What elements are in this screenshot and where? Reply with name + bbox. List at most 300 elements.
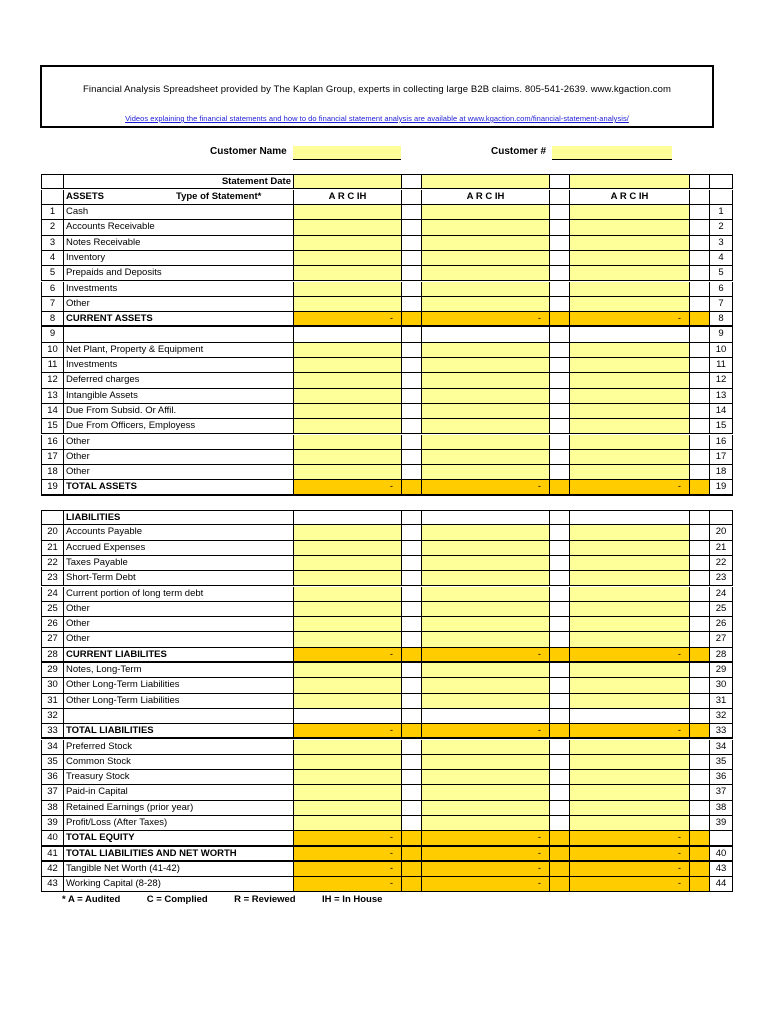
row-ref-number: 30 <box>710 678 733 693</box>
total-value-cell: - <box>294 831 402 846</box>
row-label: Due From Subsid. Or Affil. <box>64 404 294 419</box>
value-input-cell[interactable] <box>422 541 550 556</box>
row-ref-number: 10 <box>710 343 733 358</box>
table-row <box>41 862 727 877</box>
value-input-cell[interactable] <box>570 617 690 632</box>
spacer-cell <box>690 358 710 373</box>
row-number: 22 <box>41 556 64 571</box>
spacer-cell <box>550 480 570 495</box>
spacer-cell <box>690 480 710 495</box>
value-input-cell[interactable] <box>422 343 550 358</box>
value-input-cell[interactable] <box>294 663 402 678</box>
table-row <box>41 297 724 312</box>
spacer-cell <box>402 556 422 571</box>
total-value-cell: - <box>294 847 402 862</box>
value-input-cell[interactable] <box>570 556 690 571</box>
value-input-cell[interactable] <box>294 419 402 434</box>
header-title: Financial Analysis Spreadsheet provided by The Kaplan Group, experts in collecting large B2B claims. 805-541-2639. www.kgaction.com <box>83 84 671 95</box>
blank-cell <box>570 327 690 342</box>
row-label: CURRENT ASSETS <box>64 312 294 327</box>
row-number: 12 <box>41 373 64 388</box>
row-ref-number: 11 <box>710 358 733 373</box>
spacer-cell <box>690 755 710 770</box>
value-input-cell[interactable] <box>570 602 690 617</box>
row-label: TOTAL LIABILITIES AND NET WORTH <box>64 847 294 862</box>
row-number: 30 <box>41 678 64 693</box>
row-ref-number: 19 <box>710 480 733 495</box>
statement-date-label: Statement Date <box>64 174 294 189</box>
value-input-cell[interactable] <box>422 205 550 220</box>
spacer-cell <box>690 525 710 540</box>
row-ref-number: 12 <box>710 373 733 388</box>
row-label: Retained Earnings (prior year) <box>64 801 294 816</box>
value-input-cell[interactable] <box>294 571 402 586</box>
spacer-cell <box>402 602 422 617</box>
total-value-cell: - <box>422 724 550 739</box>
row-number: 38 <box>41 801 64 816</box>
spacer-cell <box>690 740 710 755</box>
spacer-cell <box>550 251 570 266</box>
value-input-cell[interactable] <box>570 587 690 602</box>
table-row <box>41 450 727 465</box>
spacer-cell <box>690 877 710 892</box>
value-input-cell[interactable] <box>294 343 402 358</box>
value-input-cell[interactable] <box>294 525 402 540</box>
row-label: Short-Term Debt <box>64 571 294 586</box>
value-input-cell[interactable] <box>294 556 402 571</box>
spacer-cell <box>690 404 710 419</box>
blank-cell <box>294 510 402 525</box>
spacer-cell <box>402 663 422 678</box>
value-input-cell[interactable] <box>294 465 402 480</box>
spacer-cell <box>550 602 570 617</box>
total-value-cell: - <box>294 648 402 663</box>
spacer-cell <box>402 847 422 862</box>
row-ref-number: 27 <box>710 632 733 647</box>
table-row <box>41 694 727 709</box>
row-number: 33 <box>41 724 64 739</box>
spacer-cell <box>550 709 570 724</box>
value-input-cell[interactable] <box>570 220 690 235</box>
spacer-cell <box>402 297 422 312</box>
row-number: 10 <box>41 343 64 358</box>
spacer-cell <box>690 831 710 846</box>
value-input-cell[interactable] <box>570 816 690 831</box>
row-label: Working Capital (8-28) <box>64 877 294 892</box>
value-input-cell[interactable] <box>422 358 550 373</box>
value-input-cell[interactable] <box>422 389 550 404</box>
customer-name-field[interactable] <box>293 146 401 160</box>
statement-date-input-3[interactable] <box>570 174 690 189</box>
value-input-cell[interactable] <box>570 297 690 312</box>
value-input-cell[interactable] <box>570 205 690 220</box>
spacer-cell <box>550 877 570 892</box>
value-input-cell[interactable] <box>294 755 402 770</box>
spacer-cell <box>550 801 570 816</box>
spacer-cell <box>550 862 570 877</box>
value-input-cell[interactable] <box>570 465 690 480</box>
row-label: Other <box>64 465 294 480</box>
value-input-cell[interactable] <box>422 632 550 647</box>
value-input-cell[interactable] <box>570 389 690 404</box>
value-input-cell[interactable] <box>294 205 402 220</box>
row-number: 21 <box>41 541 64 556</box>
spacer-cell <box>402 435 422 450</box>
value-input-cell[interactable] <box>570 801 690 816</box>
value-input-cell[interactable] <box>570 419 690 434</box>
value-input-cell[interactable] <box>570 266 690 281</box>
video-link[interactable]: Videos explaining the financial statements and how to do financial statement analysis are available at www.kgaction.com/financial-statement-analysis/ <box>125 114 629 123</box>
value-input-cell[interactable] <box>294 282 402 297</box>
row-label: Other <box>64 435 294 450</box>
spacer-cell <box>402 785 422 800</box>
table-row <box>41 740 727 755</box>
spacer-cell <box>402 450 422 465</box>
row-ref-number: 1 <box>710 205 733 220</box>
value-input-cell[interactable] <box>570 770 690 785</box>
row-number: 7 <box>41 297 64 312</box>
spacer-cell <box>402 327 422 342</box>
spacer-cell <box>550 174 570 189</box>
value-input-cell[interactable] <box>422 602 550 617</box>
spacer-cell <box>402 480 422 495</box>
table-row <box>41 266 724 281</box>
value-input-cell[interactable] <box>422 587 550 602</box>
spacer-cell <box>550 297 570 312</box>
row-ref-number: 21 <box>710 541 733 556</box>
table-row <box>41 632 727 647</box>
table-row <box>41 465 727 480</box>
row-number: 43 <box>41 877 64 892</box>
row-number: 32 <box>41 709 64 724</box>
spacer-cell <box>690 602 710 617</box>
value-input-cell[interactable] <box>570 740 690 755</box>
value-input-cell[interactable] <box>570 343 690 358</box>
spacer-cell <box>402 174 422 189</box>
value-input-cell[interactable] <box>570 358 690 373</box>
spacer-cell <box>550 648 570 663</box>
spacer-cell <box>402 312 422 327</box>
spacer-cell <box>690 327 710 342</box>
table-row <box>41 877 727 892</box>
row-ref-number: 22 <box>710 556 733 571</box>
row-number: 13 <box>41 389 64 404</box>
value-input-cell[interactable] <box>422 816 550 831</box>
row-number: 23 <box>41 571 64 586</box>
value-input-cell[interactable] <box>294 678 402 693</box>
value-input-cell[interactable] <box>422 571 550 586</box>
row-ref-number: 23 <box>710 571 733 586</box>
value-input-cell[interactable] <box>422 755 550 770</box>
table-row <box>41 678 727 693</box>
spacer-cell <box>550 312 570 327</box>
row-number: 17 <box>41 450 64 465</box>
value-input-cell[interactable] <box>570 282 690 297</box>
value-input-cell[interactable] <box>294 450 402 465</box>
value-input-cell[interactable] <box>570 678 690 693</box>
statement-type-codes: A R C IH <box>570 190 690 205</box>
spacer-cell <box>402 831 422 846</box>
table-row <box>41 816 727 831</box>
value-input-cell[interactable] <box>570 236 690 251</box>
row-number: 24 <box>41 587 64 602</box>
spacer-cell <box>690 770 710 785</box>
value-input-cell[interactable] <box>294 740 402 755</box>
value-input-cell[interactable] <box>422 236 550 251</box>
spacer-cell <box>550 541 570 556</box>
value-input-cell[interactable] <box>570 541 690 556</box>
value-input-cell[interactable] <box>422 617 550 632</box>
blank-cell <box>710 190 733 205</box>
row-number: 39 <box>41 816 64 831</box>
spacer-cell <box>550 831 570 846</box>
row-label <box>64 709 294 724</box>
row-ref-number: 20 <box>710 525 733 540</box>
value-input-cell[interactable] <box>570 373 690 388</box>
value-input-cell[interactable] <box>570 694 690 709</box>
table-row <box>41 617 727 632</box>
row-number: 15 <box>41 419 64 434</box>
value-input-cell[interactable] <box>294 801 402 816</box>
value-input-cell[interactable] <box>422 465 550 480</box>
spacer-cell <box>690 617 710 632</box>
value-input-cell[interactable] <box>294 266 402 281</box>
value-input-cell[interactable] <box>422 740 550 755</box>
table-row <box>41 648 727 663</box>
spacer-cell <box>690 556 710 571</box>
value-input-cell[interactable] <box>570 251 690 266</box>
total-value-cell: - <box>570 312 690 327</box>
total-value-cell: - <box>570 847 690 862</box>
value-input-cell[interactable] <box>422 785 550 800</box>
row-ref-number: 31 <box>710 694 733 709</box>
spacer-cell <box>550 617 570 632</box>
table-row <box>41 571 727 586</box>
customer-number-field[interactable] <box>552 146 672 160</box>
total-value-cell: - <box>294 862 402 877</box>
spacer-cell <box>550 694 570 709</box>
value-input-cell[interactable] <box>294 617 402 632</box>
blank-cell <box>422 510 550 525</box>
table-row <box>41 419 727 434</box>
value-input-cell[interactable] <box>422 297 550 312</box>
spacer-cell <box>550 236 570 251</box>
spacer-cell <box>402 724 422 739</box>
customer-number-label: Customer # <box>491 146 547 157</box>
table-row <box>41 343 727 358</box>
total-value-cell: - <box>422 847 550 862</box>
row-ref-number: 39 <box>710 816 733 831</box>
row-ref-number: 29 <box>710 663 733 678</box>
blank-cell <box>710 510 733 525</box>
spacer-cell <box>690 663 710 678</box>
row-ref-number: 2 <box>710 220 733 235</box>
total-value-cell: - <box>570 480 690 495</box>
value-input-cell[interactable] <box>422 266 550 281</box>
spacer-cell <box>690 266 710 281</box>
total-value-cell: - <box>422 831 550 846</box>
row-label: Common Stock <box>64 755 294 770</box>
row-ref-number: 32 <box>710 709 733 724</box>
spacer-cell <box>402 816 422 831</box>
row-ref-number: 44 <box>710 877 733 892</box>
total-value-cell: - <box>570 862 690 877</box>
value-input-cell[interactable] <box>422 678 550 693</box>
value-input-cell[interactable] <box>422 801 550 816</box>
row-label: Other Long-Term Liabilities <box>64 694 294 709</box>
value-input-cell[interactable] <box>294 251 402 266</box>
blank-cell <box>570 510 690 525</box>
spacer-cell <box>550 587 570 602</box>
row-number: 18 <box>41 465 64 480</box>
table-row <box>41 205 724 220</box>
value-input-cell[interactable] <box>422 251 550 266</box>
spacer-cell <box>690 862 710 877</box>
spacer-cell <box>690 435 710 450</box>
value-input-cell[interactable] <box>294 404 402 419</box>
row-number: 29 <box>41 663 64 678</box>
value-input-cell[interactable] <box>570 755 690 770</box>
spacer-cell <box>550 678 570 693</box>
total-value-cell: - <box>422 480 550 495</box>
spacer-cell <box>690 251 710 266</box>
value-input-cell[interactable] <box>570 435 690 450</box>
value-input-cell[interactable] <box>294 389 402 404</box>
table-row <box>41 663 727 678</box>
spacer-cell <box>690 373 710 388</box>
value-input-cell[interactable] <box>294 785 402 800</box>
value-input-cell[interactable] <box>422 663 550 678</box>
spacer-cell <box>690 510 710 525</box>
spacer-cell <box>550 266 570 281</box>
value-input-cell[interactable] <box>294 632 402 647</box>
row-number: 14 <box>41 404 64 419</box>
spacer-cell <box>402 343 422 358</box>
value-input-cell[interactable] <box>422 435 550 450</box>
table-row <box>41 389 727 404</box>
value-input-cell[interactable] <box>294 236 402 251</box>
value-input-cell[interactable] <box>422 694 550 709</box>
spacer-cell <box>690 343 710 358</box>
spacer-cell <box>690 220 710 235</box>
row-ref-number: 6 <box>710 282 733 297</box>
value-input-cell[interactable] <box>294 297 402 312</box>
row-label: Accounts Payable <box>64 525 294 540</box>
spacer-cell <box>690 465 710 480</box>
row-number: 26 <box>41 617 64 632</box>
statement-type-codes: A R C IH <box>294 190 402 205</box>
value-input-cell[interactable] <box>570 450 690 465</box>
spacer-cell <box>402 190 422 205</box>
spacer-cell <box>690 236 710 251</box>
customer-name-label: Customer Name <box>210 146 287 157</box>
value-input-cell[interactable] <box>294 770 402 785</box>
spacer-cell <box>402 358 422 373</box>
row-number: 28 <box>41 648 64 663</box>
row-number: 11 <box>41 358 64 373</box>
spacer-cell <box>402 404 422 419</box>
spacer-cell <box>550 190 570 205</box>
value-input-cell[interactable] <box>294 694 402 709</box>
value-input-cell[interactable] <box>422 282 550 297</box>
value-input-cell[interactable] <box>294 816 402 831</box>
row-ref-number: 24 <box>710 587 733 602</box>
spacer-cell <box>690 648 710 663</box>
row-label: Investments <box>64 358 294 373</box>
statement-date-input-1[interactable] <box>294 174 402 189</box>
row-number: 36 <box>41 770 64 785</box>
value-input-cell[interactable] <box>294 435 402 450</box>
spacer-cell <box>690 709 710 724</box>
total-value-cell: - <box>422 862 550 877</box>
row-ref-number: 26 <box>710 617 733 632</box>
value-input-cell[interactable] <box>570 571 690 586</box>
value-input-cell[interactable] <box>422 404 550 419</box>
spacer-cell <box>550 740 570 755</box>
statement-date-input-2[interactable] <box>422 174 550 189</box>
spacer-cell <box>402 755 422 770</box>
row-label: Cash <box>64 205 294 220</box>
row-label: Other <box>64 632 294 647</box>
spacer-cell <box>550 435 570 450</box>
spacer-cell <box>550 465 570 480</box>
spacer-cell <box>690 297 710 312</box>
value-input-cell[interactable] <box>294 220 402 235</box>
value-input-cell[interactable] <box>422 556 550 571</box>
value-input-cell[interactable] <box>422 770 550 785</box>
value-input-cell[interactable] <box>422 220 550 235</box>
value-input-cell[interactable] <box>570 525 690 540</box>
row-number: 35 <box>41 755 64 770</box>
value-input-cell[interactable] <box>570 663 690 678</box>
table-row <box>41 587 727 602</box>
value-input-cell[interactable] <box>294 587 402 602</box>
spacer-cell <box>402 694 422 709</box>
value-input-cell[interactable] <box>294 373 402 388</box>
row-number: 31 <box>41 694 64 709</box>
row-ref-number: 7 <box>710 297 733 312</box>
total-value-cell: - <box>570 877 690 892</box>
value-input-cell[interactable] <box>294 358 402 373</box>
row-label: Deferred charges <box>64 373 294 388</box>
value-input-cell[interactable] <box>570 632 690 647</box>
row-ref-number: 8 <box>710 312 733 327</box>
table-row <box>41 525 727 540</box>
row-number: 3 <box>41 236 64 251</box>
table-row <box>41 373 727 388</box>
table-row <box>41 480 727 495</box>
statement-type-codes: A R C IH <box>422 190 550 205</box>
value-input-cell[interactable] <box>422 525 550 540</box>
spacer-cell <box>550 755 570 770</box>
row-label: Notes, Long-Term <box>64 663 294 678</box>
blank-cell <box>41 510 64 525</box>
value-input-cell[interactable] <box>422 373 550 388</box>
value-input-cell[interactable] <box>422 450 550 465</box>
spacer-cell <box>550 358 570 373</box>
row-label: Inventory <box>64 251 294 266</box>
value-input-cell[interactable] <box>294 541 402 556</box>
header-box <box>40 65 714 128</box>
row-ref-number: 37 <box>710 785 733 800</box>
value-input-cell[interactable] <box>570 785 690 800</box>
value-input-cell[interactable] <box>422 419 550 434</box>
row-number: 1 <box>41 205 64 220</box>
value-input-cell[interactable] <box>294 602 402 617</box>
spacer-cell <box>690 571 710 586</box>
value-input-cell[interactable] <box>570 404 690 419</box>
row-label <box>64 327 294 342</box>
